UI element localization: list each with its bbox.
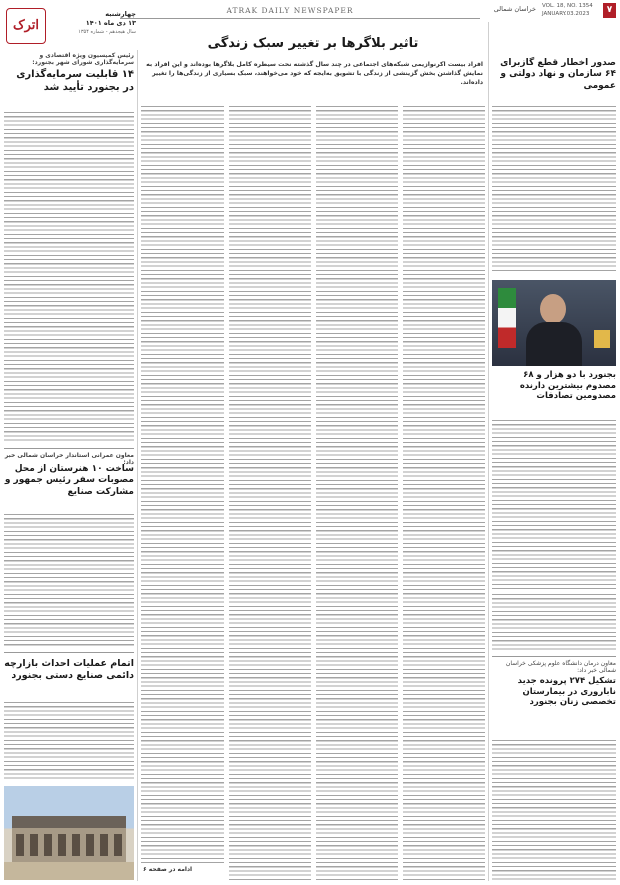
bazaar-building-photo — [4, 786, 134, 880]
right-mid-headline: بجنورد با دو هزار و ۶۸ مصدوم بیشترین دارنده مصدومین تصادفات — [519, 370, 616, 402]
left-kicker-1: رئیس کمیسیون ویژه اقتصادی و سرمایه‌گذاری شورای شهر بجنورد: — [32, 52, 134, 66]
logo-block — [4, 4, 136, 50]
main-body-col-4 — [141, 106, 224, 864]
vol-number: VOL. 18, NO. 1354 — [542, 3, 593, 9]
desk-item — [594, 330, 610, 348]
left-body-3 — [4, 702, 134, 782]
right-bottom-kicker: معاون درمان دانشگاه علوم پزشکی خراسان شمالی خبر داد: — [505, 660, 616, 674]
person-head — [540, 294, 566, 324]
page-number-badge — [603, 3, 616, 18]
main-body-col-2 — [316, 106, 398, 880]
left-divider-2 — [4, 652, 134, 653]
main-title: تاثیر بلاگرها بر تغییر سبک زندگی — [207, 36, 419, 51]
left-headline-3: اتمام عملیات احداث بازارچه دائمی صنایع دستی بجنورد — [4, 658, 134, 681]
main-article — [141, 24, 485, 882]
right-bottom-headline: تشکیل ۲۷۴ پرونده جدید ناباروری در بیمارستان تخصصی زنان بجنورد — [517, 676, 616, 708]
right-mid-body-2 — [492, 594, 616, 652]
paper-name-en: ATRAK DAILY NEWSPAPER — [226, 6, 354, 15]
ground — [4, 862, 134, 880]
rule-right — [488, 22, 489, 881]
left-body-1 — [4, 112, 134, 442]
main-body-col-1 — [403, 106, 485, 880]
right-top-headline: صدور اخطار قطع گازبرای ۶۴ سازمان و نهاد دولتی و عمومی — [500, 58, 616, 91]
date-en: JANUARY.03.2023 — [542, 11, 590, 17]
official-portrait-photo — [492, 280, 616, 366]
date-fa-date: ۱۳ دی ماه ۱۴۰۱ — [85, 19, 136, 27]
issue-fa: سال هیجدهم - شماره ۱۳۵۴ — [78, 29, 136, 35]
right-mid-body — [492, 420, 616, 590]
building-arches — [16, 834, 122, 856]
right-column — [492, 24, 616, 882]
continued-note: ادامه در صفحه ۶ — [143, 866, 193, 873]
masthead-rule — [120, 18, 480, 19]
vol-info — [542, 2, 600, 18]
left-headline-1: ۱۴ قابلیت سرمایه‌گذاری در بجنورد تأیید شد — [16, 69, 134, 93]
left-headline-2: ساخت ۱۰ هنرستان از محل مصوبات سفر رئیس جمهور و مشارکت صنایع — [4, 464, 134, 497]
main-body-col-3 — [229, 106, 311, 880]
main-lead: افراد بیست اکرنوازیمی شبکه‌های اجتماعی در چند سال گذشته نحت سیطره کامل بلاگرها بوده‌اند و این افراد به نمایش گذاشتن بخش گزینشی از زندگی با تشویق به‌ایجه که خود می‌خواهند، سبک بسیاری از زندگی‌ها را تغییر داده‌اند. — [146, 61, 483, 87]
right-bottom-body — [492, 740, 616, 880]
date-fa-day: چهارشنبه — [105, 10, 136, 18]
left-body-2 — [4, 514, 134, 646]
right-top-body — [492, 106, 616, 274]
right-divider — [492, 656, 616, 657]
flag-image — [498, 288, 516, 348]
left-column — [4, 52, 134, 882]
rule-left — [137, 50, 138, 881]
atrak-logo: اترک — [6, 8, 46, 44]
left-kicker-2: معاون عمرانی استاندار خراسان شمالی خبر داد: — [4, 452, 134, 466]
building-roof — [12, 816, 126, 828]
page-number: ۷ — [606, 5, 613, 15]
left-divider-1 — [4, 448, 134, 449]
section-label: خراسان شمالی — [493, 5, 536, 13]
person-body — [526, 322, 582, 366]
